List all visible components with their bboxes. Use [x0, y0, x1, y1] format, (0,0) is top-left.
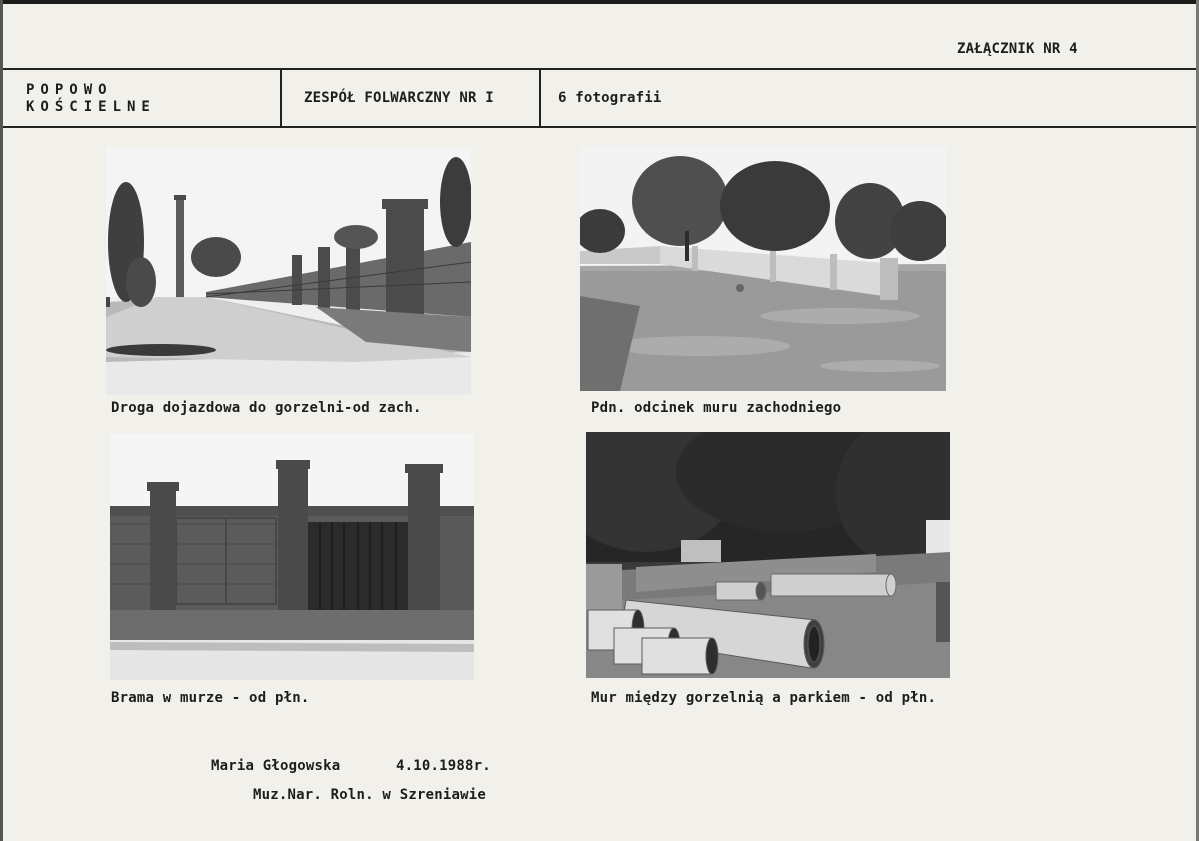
document-date: 4.10.1988r.: [396, 758, 491, 774]
institution-name: Muz.Nar. Roln. w Szreniawie: [253, 787, 486, 803]
photo-west-wall-south-caption: Pdn. odcinek muru zachodniego: [591, 400, 842, 416]
photo-access-road-caption: Droga dojazdowa do gorzelni-od zach.: [111, 400, 422, 416]
place-name: [26, 82, 156, 116]
place-name-line-1: POPOWO: [26, 82, 113, 98]
author-name: Maria Głogowska: [211, 758, 341, 774]
header-divider-2: [539, 68, 541, 127]
annex-number: ZAŁĄCZNIK NR 4: [957, 41, 1078, 57]
place-name-line-2: KOŚCIELNE: [26, 99, 156, 115]
ensemble-title: ZESPÓŁ FOLWARCZNY NR I: [304, 90, 494, 106]
photo-access-road: [106, 147, 471, 395]
photo-wall-distillery-park: [586, 432, 950, 678]
photo-gate-in-wall: [110, 434, 474, 680]
header-divider-1: [280, 68, 282, 127]
photo-count: 6 fotografii: [558, 90, 662, 106]
scan-edge-top: [0, 0, 1199, 4]
photo-gate-in-wall-caption: Brama w murze - od płn.: [111, 690, 310, 706]
header-rule-bottom: [3, 126, 1196, 128]
photo-wall-distillery-park-caption: Mur między gorzelnią a parkiem - od płn.: [591, 690, 937, 706]
header-rule-top: [3, 68, 1196, 70]
photo-west-wall-south: [580, 146, 946, 391]
